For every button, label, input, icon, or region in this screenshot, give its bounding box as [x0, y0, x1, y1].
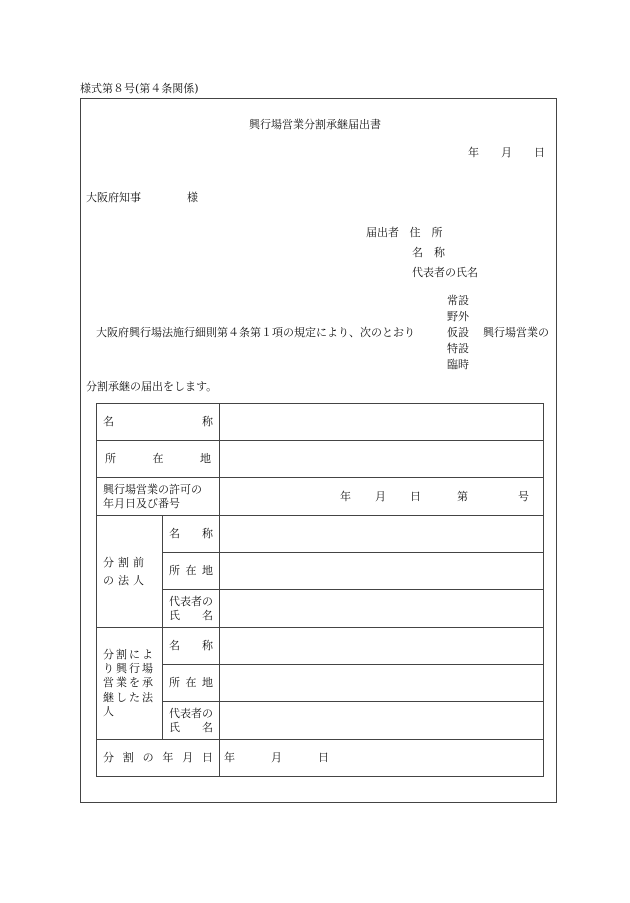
location-input-cell[interactable]: [220, 441, 544, 478]
permit-label-line2: 年月日及び番号: [103, 496, 180, 510]
permit-year: 年: [340, 489, 351, 503]
after-name-input-cell[interactable]: [220, 628, 544, 665]
addressee-honorific: 様: [187, 191, 198, 204]
date-month: 月: [501, 146, 512, 159]
split-day: 日: [318, 751, 329, 765]
permit-number-prefix: 第: [457, 489, 468, 503]
split-date-value-cell[interactable]: [220, 740, 544, 777]
permit-number-suffix: 号: [518, 489, 529, 503]
split-date-label: 分割の年月日: [103, 751, 213, 765]
name-input-cell[interactable]: [220, 404, 544, 441]
type-option: 常設: [447, 294, 469, 307]
applicant-prefix: 届出者: [366, 226, 399, 239]
after-group-label: 分割により興行場営業を承継した法人: [103, 647, 155, 718]
before-address-label: 所在地: [169, 564, 213, 578]
type-option: 特設: [447, 342, 469, 355]
after-address-input-cell[interactable]: [220, 665, 544, 702]
type-option: 臨時: [447, 358, 469, 371]
applicant-address-label: 住 所: [409, 226, 443, 239]
name-label-cell: [97, 404, 220, 441]
table-row: [97, 441, 544, 478]
table-row: [97, 665, 544, 702]
after-rep-label-line1: 代表者の: [169, 706, 213, 720]
before-name-input-cell[interactable]: [220, 516, 544, 553]
date-day: 日: [534, 146, 545, 159]
after-address-label: 所在地: [169, 676, 213, 690]
before-name-label-cell: [163, 516, 220, 553]
location-label: 所 在 地: [105, 452, 211, 466]
table-row: [97, 553, 544, 590]
permit-day: 日: [410, 489, 421, 503]
after-name-label-cell: [163, 628, 220, 665]
before-rep-input-cell[interactable]: [220, 590, 544, 628]
after-address-label-cell: [163, 665, 220, 702]
split-year: 年: [224, 751, 235, 765]
name-label: 名 称: [103, 415, 213, 429]
type-option: 仮設: [447, 326, 469, 339]
detail-table: [96, 403, 544, 777]
addressee-name: 大阪府知事: [86, 191, 141, 204]
permit-value-cell[interactable]: [220, 478, 544, 516]
split-date-label-cell: [97, 740, 220, 777]
applicant-address-row: [366, 226, 443, 239]
body-text-tail: 興行場営業の: [483, 326, 549, 339]
before-group-label: 分割前の法人: [103, 555, 148, 587]
after-name-label: 名 称: [169, 639, 213, 653]
submission-date: [468, 146, 545, 159]
document-title: 興行場営業分割承継届出書: [249, 118, 381, 131]
before-name-label: 名 称: [169, 527, 213, 541]
permit-label-line1: 興行場営業の許可の: [103, 482, 202, 496]
after-rep-label-cell: [163, 702, 220, 740]
applicant-name-label: 名 称: [412, 246, 445, 259]
table-row: [97, 628, 544, 665]
after-rep-label-line2: 氏 名: [169, 720, 213, 734]
after-group-cell: [97, 628, 163, 740]
table-row: [97, 590, 544, 628]
form-number-label: 様式第８号(第４条関係): [80, 82, 199, 95]
table-row: [97, 516, 544, 553]
before-address-input-cell[interactable]: [220, 553, 544, 590]
permit-label-cell: [97, 478, 220, 516]
table-row: [97, 702, 544, 740]
addressee: [86, 191, 198, 204]
before-address-label-cell: [163, 553, 220, 590]
body-text-continuation: 分割承継の届出をします。: [86, 380, 218, 393]
table-row: [97, 478, 544, 516]
after-rep-input-cell[interactable]: [220, 702, 544, 740]
before-group-cell: [97, 516, 163, 628]
split-month: 月: [271, 751, 282, 765]
before-rep-label-cell: [163, 590, 220, 628]
applicant-representative-label: 代表者の氏名: [412, 266, 478, 279]
permit-month: 月: [375, 489, 386, 503]
before-rep-label-line1: 代表者の: [169, 594, 213, 608]
date-year: 年: [468, 146, 479, 159]
table-row: [97, 404, 544, 441]
table-row: [97, 740, 544, 777]
before-rep-label-line2: 氏 名: [169, 608, 213, 622]
body-text-lead: 大阪府興行場法施行細則第４条第１項の規定により、次のとおり: [96, 326, 415, 339]
type-option: 野外: [447, 310, 469, 323]
location-label-cell: [97, 441, 220, 478]
